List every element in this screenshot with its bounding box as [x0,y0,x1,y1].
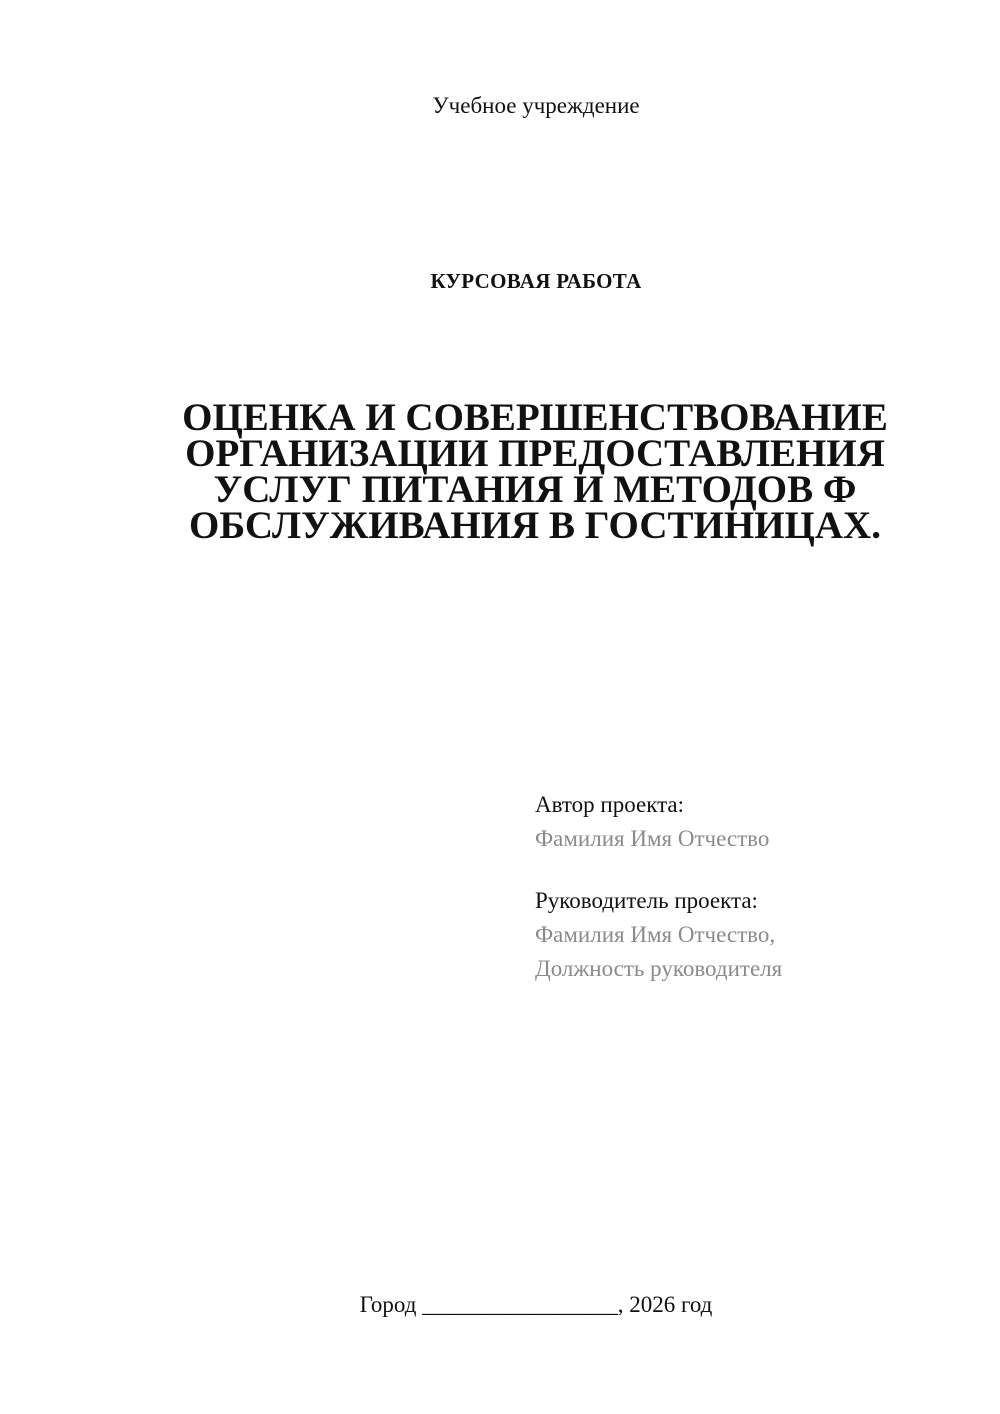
title-line: УСЛУГ ПИТАНИЯ И МЕТОДОВ Ф [213,468,857,511]
document-type: КУРСОВАЯ РАБОТА [430,269,642,293]
city-year-line: Город _________________, 2026 год [359,1292,713,1317]
author-name: Фамилия Имя Отчество [535,826,770,851]
supervisor-name: Фамилия Имя Отчество, [535,922,776,947]
title-line: ОБСЛУЖИВАНИЯ В ГОСТИНИЦАХ. [189,504,881,547]
supervisor-position: Должность руководителя [535,956,783,981]
title-line: ОРГАНИЗАЦИИ ПРЕДОСТАВЛЕНИЯ [185,432,885,475]
credits-block [535,788,955,986]
institution-name: Учебное учреждение [432,93,640,118]
title-line: ОЦЕНКА И СОВЕРШЕНСТВОВАНИЕ [182,396,888,439]
supervisor-label: Руководитель проекта: [535,888,758,913]
author-label: Автор проекта: [535,792,684,817]
document-title [150,396,920,547]
